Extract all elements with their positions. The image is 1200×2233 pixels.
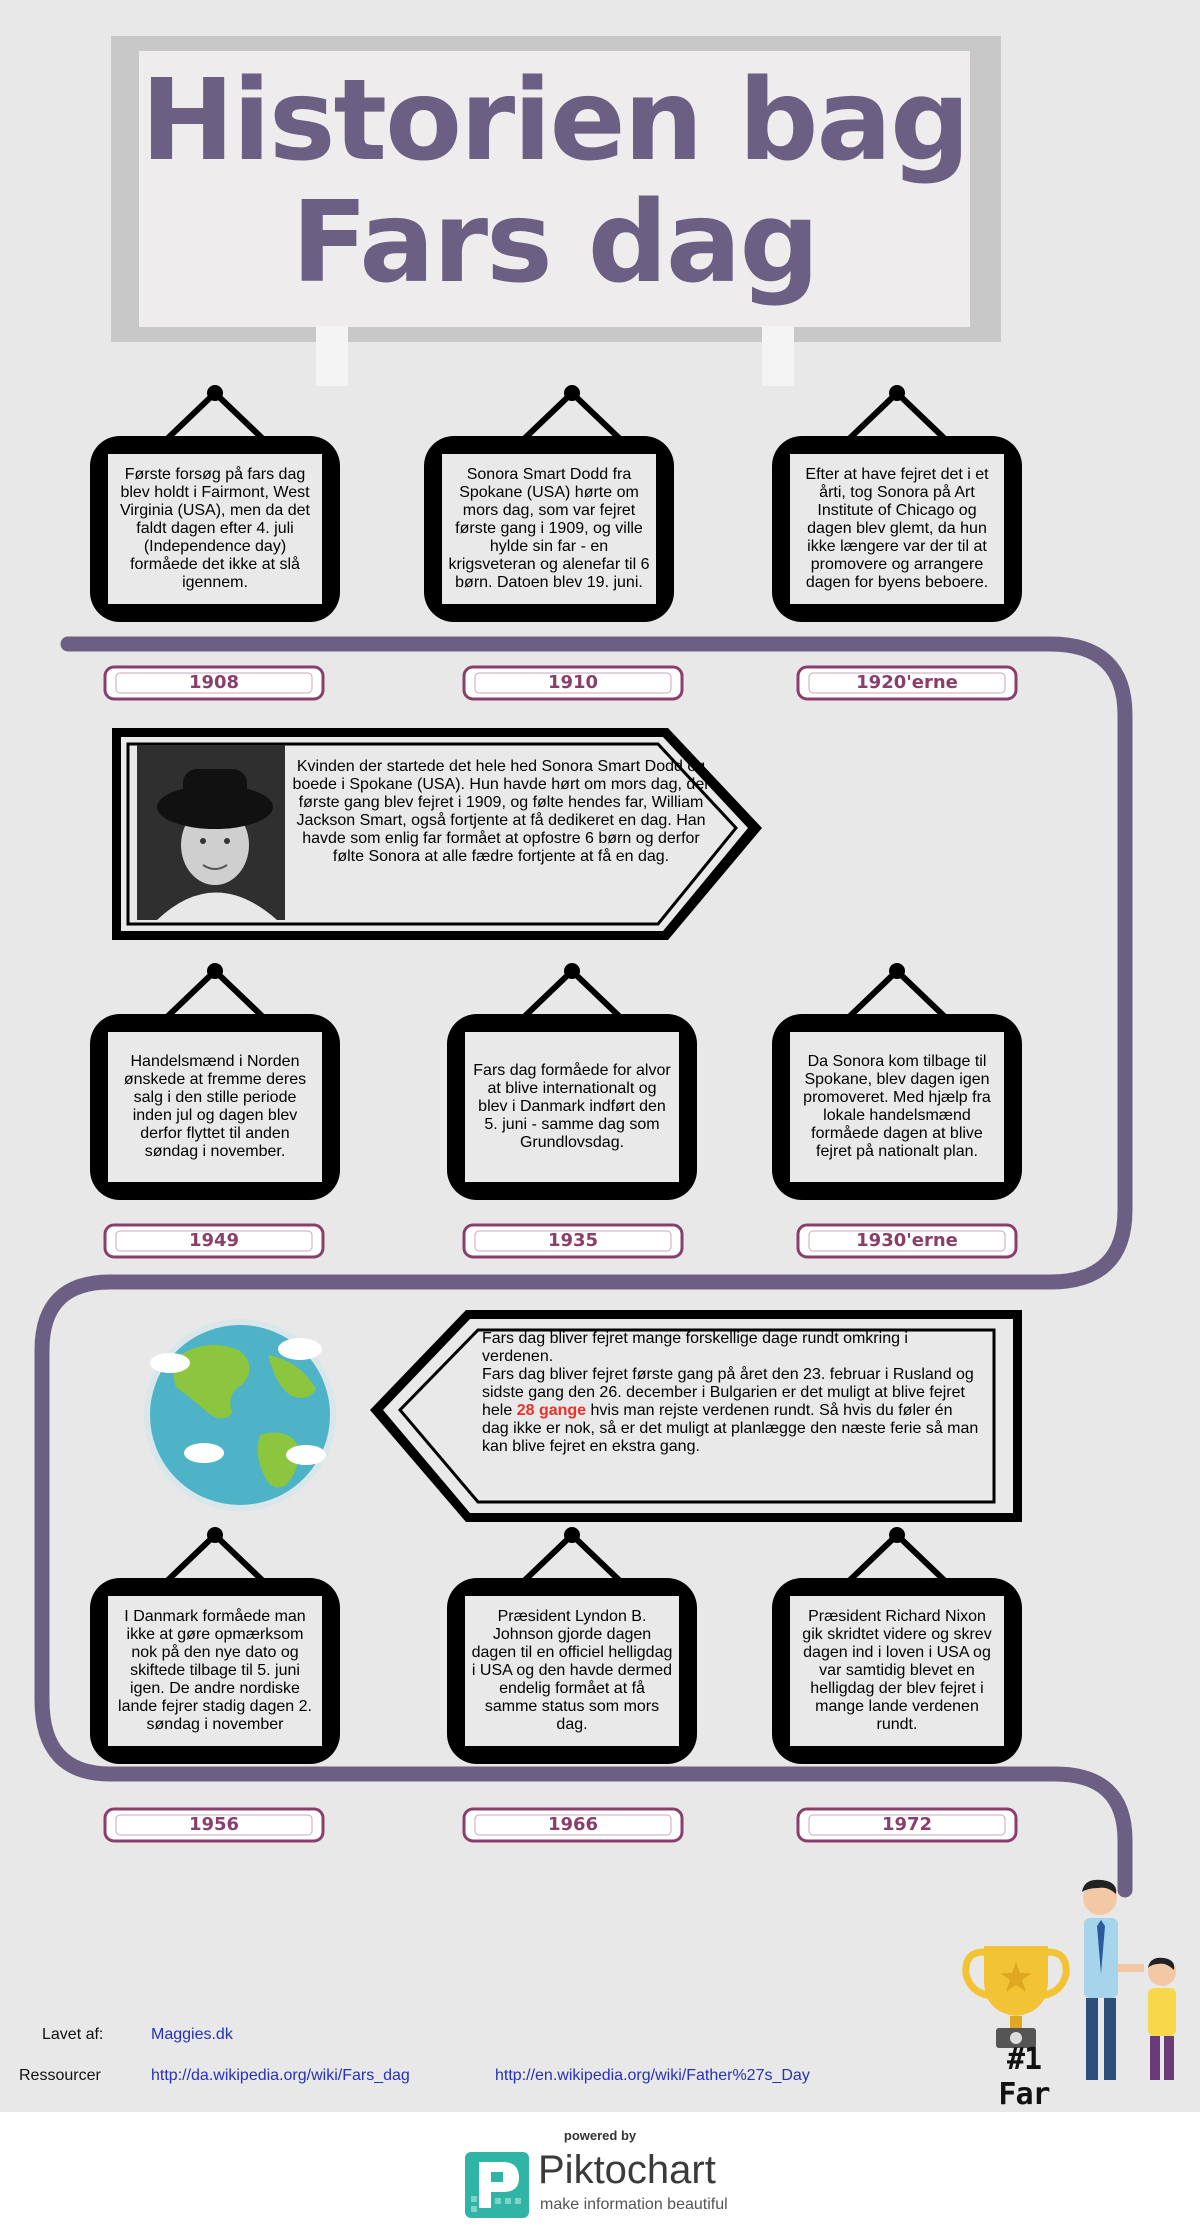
year-badge [461,1222,685,1260]
hanger-icon [842,962,952,1018]
year-badge [102,1222,326,1260]
year-badge [102,1806,326,1844]
bio-text: Kvinden der startede det hele hed Sonora Smart Dodd og boede i Spokane (USA). Hun havde hørt om mors dag, der første gang blev fejret i 1909, og følte hendes far, William Jackson Smart, også fortjente at få dedikeret en dag. Han havde som enlig far formået at opfostre 6 børn og derfor følte Sonora at alle fædre fortjente at få en dag. [292,758,710,865]
hanger-icon [517,962,627,1018]
event-text: Første forsøg på fars dag blev holdt i Fairmont, West Virginia (USA), men da det faldt dagen efter 4. juli (Independence day) formåede det ikke at slå igennem. [108,454,322,604]
year-badge [795,1222,1019,1260]
hanger-icon [160,962,270,1018]
resources-label: Ressourcer [19,2067,101,2084]
hanger-icon [517,1526,627,1582]
timeline-frame-1908 [90,436,340,622]
year-badge [461,1806,685,1844]
year-badge [795,664,1019,702]
event-text: Fars dag formåede for alvor at blive internationalt og blev i Danmark indført den 5. juni - samme dag som Grundlovsdag. [465,1032,679,1182]
hanger-icon [160,384,270,440]
globe-text [482,1330,982,1456]
timeline-frame-1910 [424,436,674,622]
globe-text-line-1: Fars dag bliver fejret mange forskellige dage rundt omkring i verdenen. [482,1330,908,1365]
made-by-label: Lavet af: [42,2026,104,2043]
year-badge [795,1806,1019,1844]
event-text: Sonora Smart Dodd fra Spokane (USA) hørte om mors dag, som var fejret første gang i 1909, og ville hylde sin far - en krigsveteran og alenefar til 6 børn. Datoen blev 19. juni. [442,454,656,604]
father-child-icon [1068,1876,1188,2086]
timeline-frame-1966 [447,1578,697,1764]
title-line-2: Fars dag [291,178,818,308]
hanger-icon [842,1526,952,1582]
piktochart-logo-icon [465,2152,529,2218]
year-label: 1935 [547,1230,599,1251]
timeline-frame-1956 [90,1578,340,1764]
resource-link-1[interactable]: http://da.wikipedia.org/wiki/Fars_dag [151,2067,410,2084]
piktochart-brand: Piktochart [538,2148,716,2192]
hanger-icon [160,1526,270,1582]
event-text: I Danmark formåede man ikke at gøre opmærksom nok på den nye dato og skiftede tilbage til 5. juni igen. De andre nordiske lande fejrer stadig dagen 2. søndag i november [108,1596,322,1746]
hanger-icon [842,384,952,440]
year-label: 1930'erne [856,1230,958,1251]
title-line-1: Historien bag [140,56,969,186]
resource-link-2[interactable]: http://en.wikipedia.org/wiki/Father%27s_Day [495,2067,810,2084]
year-badge [461,664,685,702]
event-text: Handelsmænd i Norden ønskede at fremme deres salg i den stille periode inden jul og dagen blev derfor flyttet til anden søndag i november. [108,1032,322,1182]
year-label: 1956 [188,1814,240,1835]
timeline-frame-1935 [447,1014,697,1200]
hanger-icon [517,384,627,440]
globe-icon [140,1315,340,1515]
made-by-link[interactable]: Maggies.dk [151,2026,233,2043]
piktochart-tagline: make information beautiful [540,2196,728,2213]
timeline-frame-1972 [772,1578,1022,1764]
sonora-portrait [137,745,285,920]
timeline-frame-1920s [772,436,1022,622]
event-text: Præsident Richard Nixon gik skridtet videre og skrev dagen ind i loven i USA og var samtidig blevet en helligdag der blev fejret i mange lande verdenen rundt. [790,1596,1004,1746]
globe-text-line-2: Fars dag bliver fejret første gang på året den 23. februar i Rusland og sidste gang den 26. december i Bulgarien er det muligt at blive fejret hele 28 gange hvis man rejste verdenen rundt. Så hvis du føler én dag ikke er nok, så er det muligt at planlægge den næste ferie så man kan blive fejret en ekstra gang. [482,1366,979,1455]
highlight-count: 28 gange [516,1402,587,1419]
year-label: 1910 [547,672,599,693]
event-text: Da Sonora kom tilbage til Spokane, blev dagen igen promoveret. Med hjælp fra lokale handelsmænd formåede dagen at blive fejret på nationalt plan. [790,1032,1004,1182]
year-label: 1972 [881,1814,933,1835]
year-label: 1920'erne [856,672,958,693]
event-text: Efter at have fejret det i et årti, tog Sonora på Art Institute of Chicago og dagen blev glemt, da hun ikke længere var der til at promovere og arrangere dagen for byens beboere. [790,454,1004,604]
year-badge [102,664,326,702]
year-label: 1966 [547,1814,599,1835]
trophy-icon [962,1940,1070,2050]
trophy-label: #1 Far [998,2042,1050,2112]
timeline-frame-1930s [772,1014,1022,1200]
powered-by-label: powered by [563,2128,637,2143]
event-text: Præsident Lyndon B. Johnson gjorde dagen dagen til en officiel helligdag i USA og den havde dermed endelig formået at få samme status som mors dag. [465,1596,679,1746]
year-label: 1949 [188,1230,240,1251]
year-label: 1908 [188,672,240,693]
timeline-frame-1949 [90,1014,340,1200]
